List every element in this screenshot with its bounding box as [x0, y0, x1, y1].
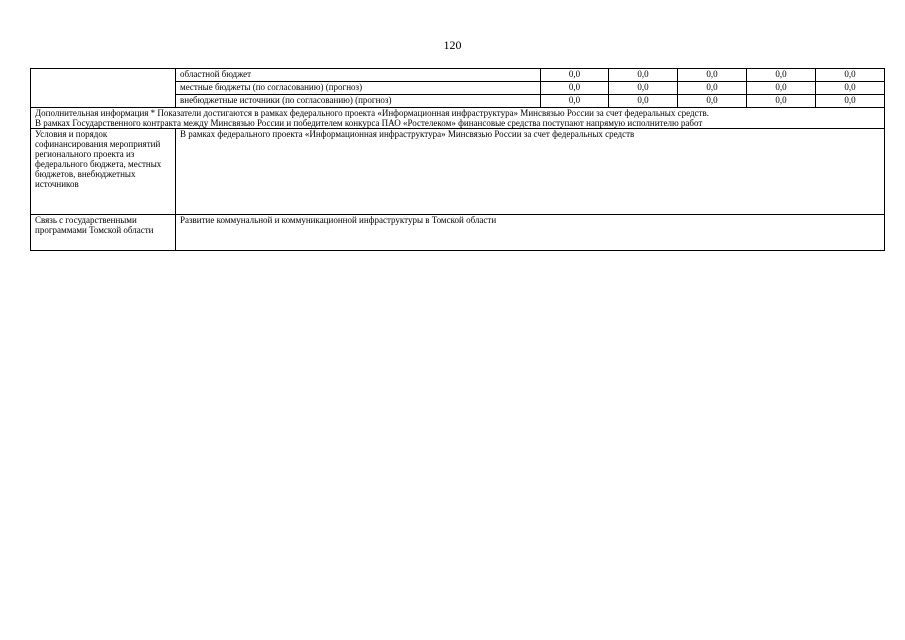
finance-row-label: областной бюджет	[176, 69, 541, 82]
additional-info-line: В рамках Государственного контракта между Минсвязью России и победителем конкурса ПАО «Ростелеком» финансовые средства поступают напрямую исполнителю работ	[35, 118, 703, 128]
finance-value: 0,0	[541, 82, 609, 95]
additional-info-cell	[31, 108, 885, 129]
conditions-label: Условия и порядок софинансирования мероприятий регионального проекта из федерального бюджета, местных бюджетов, внебюджетных источников	[31, 129, 176, 215]
finance-value: 0,0	[541, 95, 609, 108]
finance-value: 0,0	[816, 69, 885, 82]
conditions-value: В рамках федерального проекта «Информационная инфраструктура» Минсвязью России за счет федеральных средств	[176, 129, 885, 215]
finance-value: 0,0	[747, 82, 816, 95]
state-programs-row	[31, 215, 885, 251]
finance-value: 0,0	[816, 95, 885, 108]
finance-value: 0,0	[747, 69, 816, 82]
finance-value: 0,0	[747, 95, 816, 108]
conditions-row	[31, 129, 885, 215]
finance-blank-cell	[31, 69, 176, 108]
finance-value: 0,0	[609, 69, 678, 82]
finance-value: 0,0	[678, 69, 747, 82]
finance-value: 0,0	[816, 82, 885, 95]
project-table	[30, 68, 885, 251]
state-programs-label: Связь с государственными программами Томской области	[31, 215, 176, 251]
finance-row-label: местные бюджеты (по согласованию) (прогноз)	[176, 82, 541, 95]
finance-value: 0,0	[541, 69, 609, 82]
finance-row-regional	[31, 69, 885, 82]
additional-info-line: Дополнительная информация * Показатели достигаются в рамках федерального проекта «Информационная инфраструктура» Минсвязью России за счет федеральных средств.	[35, 108, 709, 118]
state-programs-value: Развитие коммунальной и коммуникационной инфраструктуры в Томской области	[176, 215, 885, 251]
finance-value: 0,0	[678, 95, 747, 108]
page-number: 120	[443, 38, 462, 52]
finance-value: 0,0	[609, 82, 678, 95]
finance-value: 0,0	[609, 95, 678, 108]
finance-row-label: внебюджетные источники (по согласованию) (прогноз)	[176, 95, 541, 108]
finance-value: 0,0	[678, 82, 747, 95]
additional-info-row	[31, 108, 885, 129]
